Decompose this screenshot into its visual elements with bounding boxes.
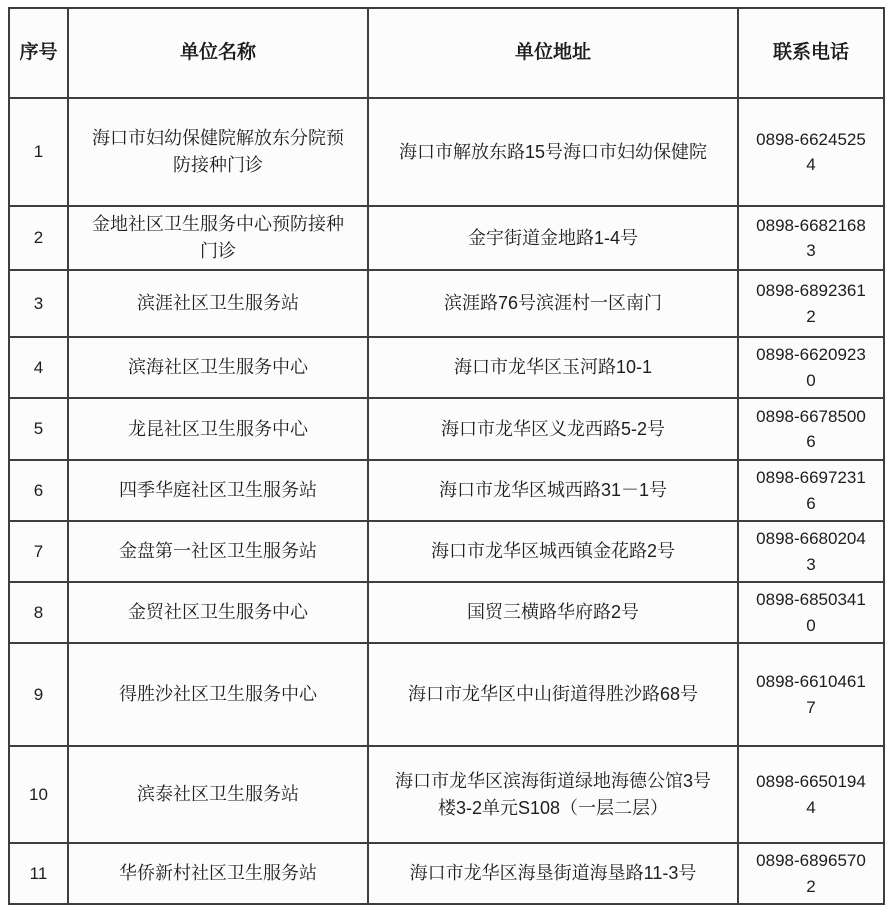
table-row: [9, 643, 884, 746]
unit-address-cell: 海口市龙华区城西路31－1号: [368, 460, 738, 521]
table-row: [9, 98, 884, 206]
phone-cell: 0898-66501944: [738, 746, 884, 843]
table-row: [9, 206, 884, 270]
unit-address-cell: 海口市解放东路15号海口市妇幼保健院: [368, 98, 738, 206]
unit-address-cell: 海口市龙华区滨海街道绿地海德公馆3号楼3-2单元S108（一层二层）: [368, 746, 738, 843]
unit-name-cell: 四季华庭社区卫生服务站: [68, 460, 368, 521]
phone-cell: 0898-68503410: [738, 582, 884, 643]
unit-address-cell: 海口市龙华区海垦街道海垦路11-3号: [368, 843, 738, 904]
unit-name-cell: 金贸社区卫生服务中心: [68, 582, 368, 643]
table-body: [9, 98, 884, 904]
table-row: [9, 746, 884, 843]
unit-address-cell: 海口市龙华区义龙西路5-2号: [368, 398, 738, 460]
unit-name-cell: 得胜沙社区卫生服务中心: [68, 643, 368, 746]
header-row: [9, 8, 884, 98]
serial-cell: 1: [9, 98, 68, 206]
column-header-serial: 序号: [9, 8, 68, 98]
column-header-address: 单位地址: [368, 8, 738, 98]
unit-address-cell: 海口市龙华区城西镇金花路2号: [368, 521, 738, 582]
serial-cell: 5: [9, 398, 68, 460]
serial-cell: 8: [9, 582, 68, 643]
table-row: [9, 460, 884, 521]
table-row: [9, 337, 884, 398]
unit-name-cell: 华侨新村社区卫生服务站: [68, 843, 368, 904]
serial-cell: 6: [9, 460, 68, 521]
serial-cell: 11: [9, 843, 68, 904]
unit-name-cell: 海口市妇幼保健院解放东分院预防接种门诊: [68, 98, 368, 206]
column-header-phone: 联系电话: [738, 8, 884, 98]
table-row: [9, 270, 884, 337]
table-row: [9, 582, 884, 643]
table-row: [9, 843, 884, 904]
unit-name-cell: 金地社区卫生服务中心预防接种门诊: [68, 206, 368, 270]
phone-cell: 0898-66104617: [738, 643, 884, 746]
serial-cell: 7: [9, 521, 68, 582]
unit-name-cell: 滨泰社区卫生服务站: [68, 746, 368, 843]
phone-cell: 0898-68965702: [738, 843, 884, 904]
unit-address-cell: 金宇街道金地路1-4号: [368, 206, 738, 270]
serial-cell: 3: [9, 270, 68, 337]
phone-cell: 0898-66972316: [738, 460, 884, 521]
unit-name-cell: 滨涯社区卫生服务站: [68, 270, 368, 337]
unit-address-cell: 国贸三横路华府路2号: [368, 582, 738, 643]
phone-cell: 0898-66802043: [738, 521, 884, 582]
table-row: [9, 398, 884, 460]
unit-name-cell: 滨海社区卫生服务中心: [68, 337, 368, 398]
phone-cell: 0898-66209230: [738, 337, 884, 398]
phone-cell: 0898-66245254: [738, 98, 884, 206]
serial-cell: 4: [9, 337, 68, 398]
unit-address-cell: 海口市龙华区中山街道得胜沙路68号: [368, 643, 738, 746]
phone-cell: 0898-66785006: [738, 398, 884, 460]
phone-cell: 0898-66821683: [738, 206, 884, 270]
unit-name-cell: 龙昆社区卫生服务中心: [68, 398, 368, 460]
unit-address-cell: 海口市龙华区玉河路10-1: [368, 337, 738, 398]
serial-cell: 9: [9, 643, 68, 746]
vaccination-clinics-table: [8, 7, 885, 905]
serial-cell: 10: [9, 746, 68, 843]
unit-address-cell: 滨涯路76号滨涯村一区南门: [368, 270, 738, 337]
serial-cell: 2: [9, 206, 68, 270]
column-header-name: 单位名称: [68, 8, 368, 98]
table-row: [9, 521, 884, 582]
unit-name-cell: 金盘第一社区卫生服务站: [68, 521, 368, 582]
phone-cell: 0898-68923612: [738, 270, 884, 337]
